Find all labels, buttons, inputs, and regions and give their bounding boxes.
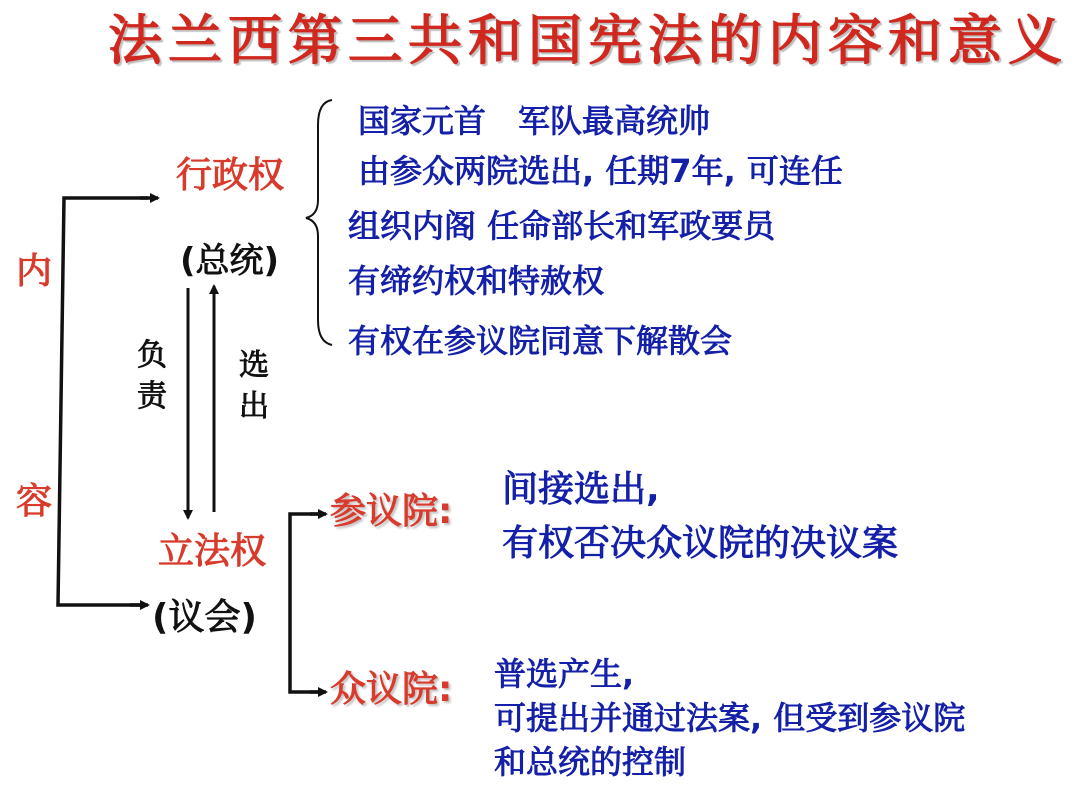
legislative-holder: (议会) xyxy=(152,597,257,638)
executive-heading: 行政权 xyxy=(176,155,285,196)
page-title: 法兰西第三共和国宪法的内容和意义 xyxy=(108,9,1068,72)
executive-item: 组织内阁 任命部长和军政要员 xyxy=(348,207,776,245)
house-line: 和总统的控制 xyxy=(494,743,687,781)
side-label-bottom: 容 xyxy=(16,481,53,522)
senate-line: 间接选出, xyxy=(502,469,660,510)
house-name: 众议院: xyxy=(330,669,453,710)
elect-label: 选出 xyxy=(239,348,269,424)
executive-item: 由参众两院选出, 任期7年, 可连任 xyxy=(358,152,843,190)
senate-line: 有权否决众议院的决议案 xyxy=(502,523,899,564)
executive-item: 国家元首 军队最高统帅 xyxy=(358,102,711,140)
house-line: 可提出并通过法案, 但受到参议院 xyxy=(494,699,966,737)
executive-holder: (总统) xyxy=(180,241,280,281)
executive-item: 有权在参议院同意下解散会 xyxy=(348,322,733,360)
senate-name: 参议院: xyxy=(330,491,453,532)
responsible-label: 负责 xyxy=(137,338,167,414)
side-label-top: 内 xyxy=(16,251,53,292)
executive-curly-brace xyxy=(306,100,332,345)
executive-item: 有缔约权和特赦权 xyxy=(348,262,605,300)
legislative-branch-line xyxy=(290,514,320,692)
legislative-heading: 立法权 xyxy=(158,531,267,572)
house-line: 普选产生, xyxy=(494,655,635,693)
